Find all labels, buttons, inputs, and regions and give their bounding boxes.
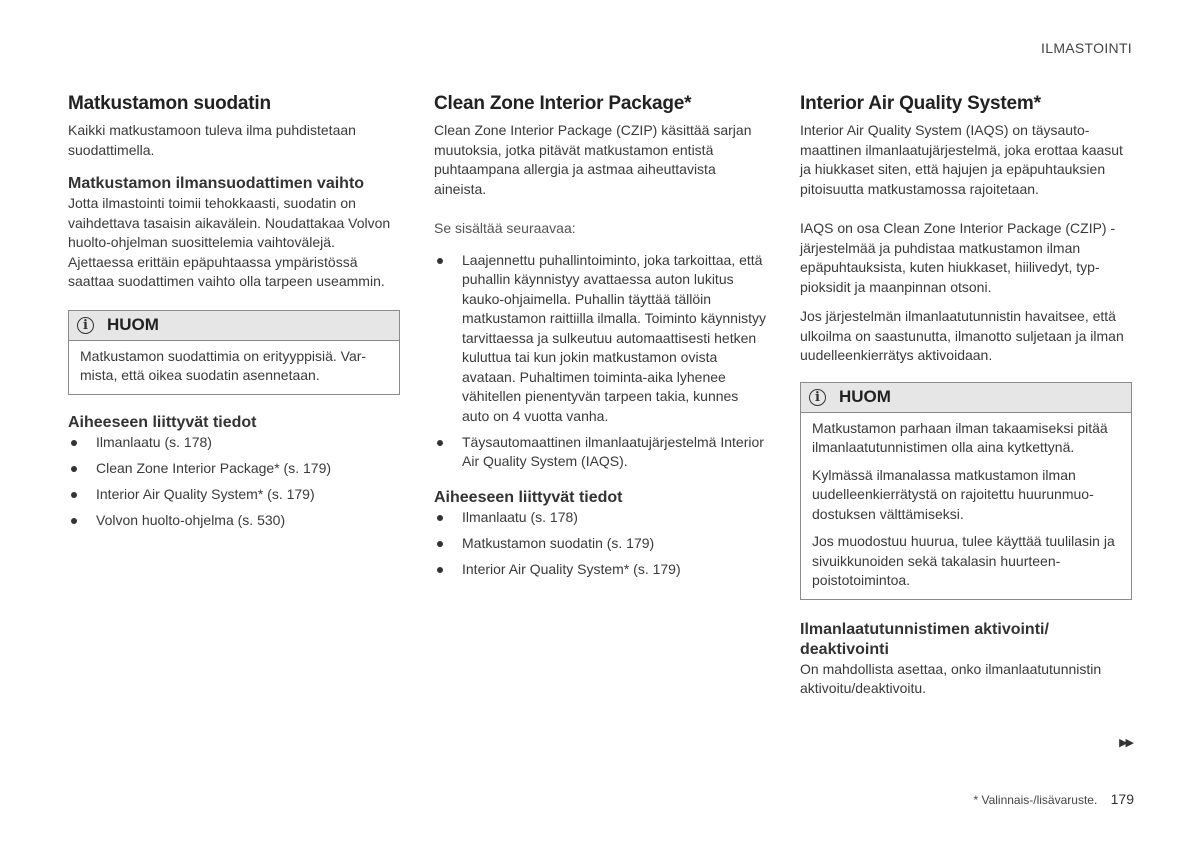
info-icon: i	[77, 317, 94, 334]
related-link[interactable]: Clean Zone Interior Package* (s. 179)	[68, 459, 400, 479]
note-text: Kylmässä ilmanalassa matkustamon ilman uudelleenkierrätystä on rajoitettu huurunmuodostuksen välttämiseksi.	[812, 466, 1094, 522]
related-info-list	[434, 508, 768, 580]
czip-title: Clean Zone Interior Package*	[434, 93, 692, 114]
optional-equipment-note: * Valinnais-/lisävaruste.	[973, 793, 1098, 807]
related-link[interactable]: Volvon huolto-ohjelma (s. 530)	[68, 511, 400, 531]
note-text: Matkustamon parhaan ilman takaamiseksi pitää ilmanlaatutunnistimen olla aina kytkettynä.	[812, 419, 1108, 455]
page-footer	[973, 791, 1134, 807]
next-page-icon: ▶▶	[1119, 737, 1132, 749]
note-box	[68, 310, 400, 395]
cabin-filter-title: Matkustamon suodatin	[68, 93, 271, 114]
iaqs-intro: Interior Air Quality System (IAQS) on täysautomaattinen ilmanlaatujärjestelmä, joka erottaa kaasut ja hiukkaset siten, että hajujen ja epäpuhtauksien pitoisuutta matkustamossa rajoitetaan.	[800, 122, 1123, 197]
feature-item: Täysautomaattinen ilmanlaatujärjestelmä Interior Air Quality System (IAQS).	[434, 433, 768, 472]
related-link[interactable]: Ilmanlaatu (s. 178)	[434, 508, 768, 528]
filter-replacement-title: Matkustamon ilmansuodattimen vaihto	[68, 175, 365, 192]
filter-replacement-text: Jotta ilmastointi toimii tehokkaasti, suodatin on vaihdettava tasaisin aikavälein. Noudattakaa Volvon huolto-ohjelman suosittelemia vaihtovälejä. Ajettaessa erittäin epäpuhtaassa ympäristössä saattaa suodattimen vaihto olla tarpeen useammin.	[68, 195, 391, 289]
note-title: HUOM	[839, 387, 891, 406]
czip-intro: Clean Zone Interior Package (CZIP) käsittää sarjan muutoksia, jotka pitävät matkustamon entistä puhtaampana allergia ja astmaa aiheuttavista aineista.	[434, 122, 752, 197]
sensor-activation-text: On mahdollista asettaa, onko ilmanlaatutunnistin aktivoitu/deaktivoitu.	[800, 660, 1102, 696]
column-cabin-filter	[68, 92, 400, 537]
related-info-title: Aiheeseen liittyvät tiedot	[68, 413, 257, 431]
czip-contains: Se sisältää seuraavaa:	[434, 220, 576, 236]
iaqs-para2: IAQS on osa Clean Zone Interior Package (CZIP) -järjestelmää ja puhdistaa matkustamon ilman epäpuhtauksista, kuten hiukkaset, hiilivedyt, typpioksidit ja maanpinnan otsoni.	[800, 220, 1116, 295]
note-box	[800, 382, 1132, 600]
related-link[interactable]: Interior Air Quality System* (s. 179)	[434, 560, 768, 580]
note-body	[801, 413, 1131, 591]
related-link[interactable]: Ilmanlaatu (s. 178)	[68, 433, 400, 453]
column-czip	[434, 92, 768, 586]
iaqs-title: Interior Air Quality System*	[800, 93, 1041, 114]
czip-feature-list	[434, 251, 768, 472]
iaqs-para3: Jos järjestelmän ilmanlaatutunnistin havaitsee, että ulkoilma on saastunutta, ilmanotto suljetaan ja ilman uudelleenkierrätys aktivoidaan.	[800, 308, 1124, 363]
note-text: Jos muodostuu huurua, tulee käyttää tuulilasin ja sivuikkunoiden sekä takalasin huurteenpoistotoimintoa.	[812, 533, 1115, 588]
note-header	[801, 383, 1131, 413]
section-header: ILMASTOINTI	[1041, 40, 1132, 56]
related-info-list	[68, 433, 400, 531]
info-icon: i	[809, 389, 826, 406]
related-link[interactable]: Matkustamon suodatin (s. 179)	[434, 534, 768, 554]
page-number: 179	[1110, 791, 1134, 807]
feature-item: Laajennettu puhallintoiminto, joka tarkoittaa, että puhallin käynnistyy avattaessa auton lukitus kauko-ohjaimella. Puhallin täyttää tällöin matkustamon raittiilla ilmalla. Toiminto käynnistyy tarvittaessa ja sulkeutuu automaattisesti hetken kuluttua tai kun jokin matkustamon ovista avataan. Puhaltimen toiminta-aika lyhenee vähitellen pienentyvän tarpeen takia, kunnes auto on 4 vuotta vanha.	[434, 251, 768, 427]
note-title: HUOM	[107, 315, 159, 334]
sensor-activation-title: Ilmanlaatutunnistimen aktivointi/ deaktivointi	[800, 620, 1049, 658]
cabin-filter-intro: Kaikki matkustamoon tuleva ilma puhdistetaan suodattimella.	[68, 122, 356, 158]
related-link[interactable]: Interior Air Quality System* (s. 179)	[68, 485, 400, 505]
note-body	[69, 341, 399, 386]
note-text: Matkustamon suodattimia on erityyppisiä. Varmista, että oikea suodatin asennetaan.	[80, 347, 367, 383]
note-header	[69, 311, 399, 341]
column-iaqs	[800, 92, 1132, 709]
related-info-title: Aiheeseen liittyvät tiedot	[434, 488, 623, 506]
